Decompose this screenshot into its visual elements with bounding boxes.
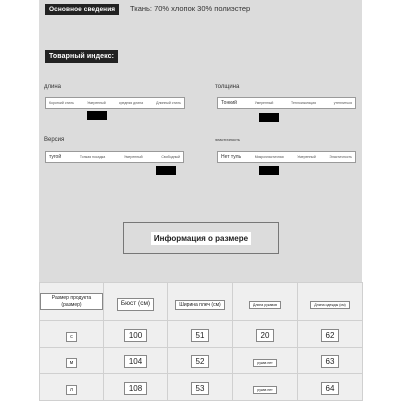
row-shoulder-value: 51 [191, 329, 210, 342]
thickness-options [217, 97, 356, 109]
version-selected-marker [156, 166, 176, 175]
length-option-medium[interactable]: средняя длина [118, 101, 144, 105]
basic-info-tag: Основное сведения [45, 4, 119, 15]
fabric-composition: Ткань: 70% хлопок 30% полиэстер [130, 4, 251, 13]
length-option-long[interactable]: Длинный стиль [156, 101, 181, 105]
elasticity-title: эластичность [215, 137, 241, 142]
elasticity-option-moderate[interactable]: Умеренный [297, 155, 316, 159]
elasticity-options [217, 151, 356, 163]
elasticity-selected-marker [259, 166, 279, 175]
header-shoulder-width: Ширина плеч (см) [175, 300, 224, 310]
thickness-selected-marker [259, 113, 279, 122]
row-shoulder-value: 53 [191, 382, 210, 395]
row-bust-value: 108 [124, 382, 147, 395]
row-shoulder-value: 52 [191, 355, 210, 368]
size-table [39, 282, 363, 401]
product-info-card [39, 0, 362, 400]
size-info-label: Информация о размере [151, 232, 251, 245]
table-row [40, 374, 363, 401]
product-index-tag: Товарный индекс: [45, 50, 118, 63]
table-row [40, 321, 363, 348]
version-option-loose[interactable]: Свободный [161, 155, 180, 159]
header-bust: Бюст (см) [117, 298, 154, 310]
row-length-value: 62 [321, 329, 340, 342]
version-option-tight[interactable]: тугой [49, 154, 62, 160]
size-table-header-row [40, 283, 363, 321]
row-bust-value: 100 [124, 329, 147, 342]
version-options [45, 151, 184, 163]
length-title: длина [44, 84, 62, 90]
row-bust-value: 104 [124, 355, 147, 368]
length-option-short[interactable]: Короткий стиль [49, 101, 74, 105]
header-sleeve-length: Длина рукавов [249, 301, 281, 309]
row-size-label: м [66, 358, 77, 368]
thickness-option-insulation[interactable]: Теплоизоляция [291, 101, 317, 105]
version-title: Версия [44, 137, 65, 143]
length-option-moderate[interactable]: Умеренный [87, 101, 106, 105]
thickness-option-warm[interactable]: утеплиться [333, 101, 352, 105]
row-sleeve-value: рукав нет [253, 359, 276, 367]
length-options [45, 97, 185, 109]
thickness-option-moderate[interactable]: Умеренный [254, 101, 274, 105]
row-length-value: 64 [321, 382, 340, 395]
row-length-value: 63 [321, 355, 340, 368]
thickness-option-thin[interactable]: Тонкий [221, 100, 237, 106]
elasticity-option-none[interactable]: Нет туль [221, 154, 242, 160]
row-size-label: л [66, 385, 77, 395]
row-size-label: с [66, 332, 77, 342]
table-row [40, 347, 363, 374]
row-sleeve-value: рукав нет [253, 386, 276, 394]
thickness-title: толщина [215, 84, 240, 90]
header-product-size: Размер продукта (размер) [40, 293, 103, 310]
version-option-moderate[interactable]: Умеренный [123, 155, 143, 159]
version-option-slim[interactable]: Тонкая посадка [79, 155, 106, 159]
elasticity-option-micro[interactable]: Микроэластичная [254, 155, 284, 159]
length-selected-marker [87, 111, 107, 120]
row-sleeve-value: 20 [256, 329, 275, 342]
size-info-button[interactable] [123, 222, 279, 254]
header-garment-length: Длина одежды (см) [310, 301, 349, 309]
elasticity-option-elastic[interactable]: Эластичность [329, 155, 352, 159]
